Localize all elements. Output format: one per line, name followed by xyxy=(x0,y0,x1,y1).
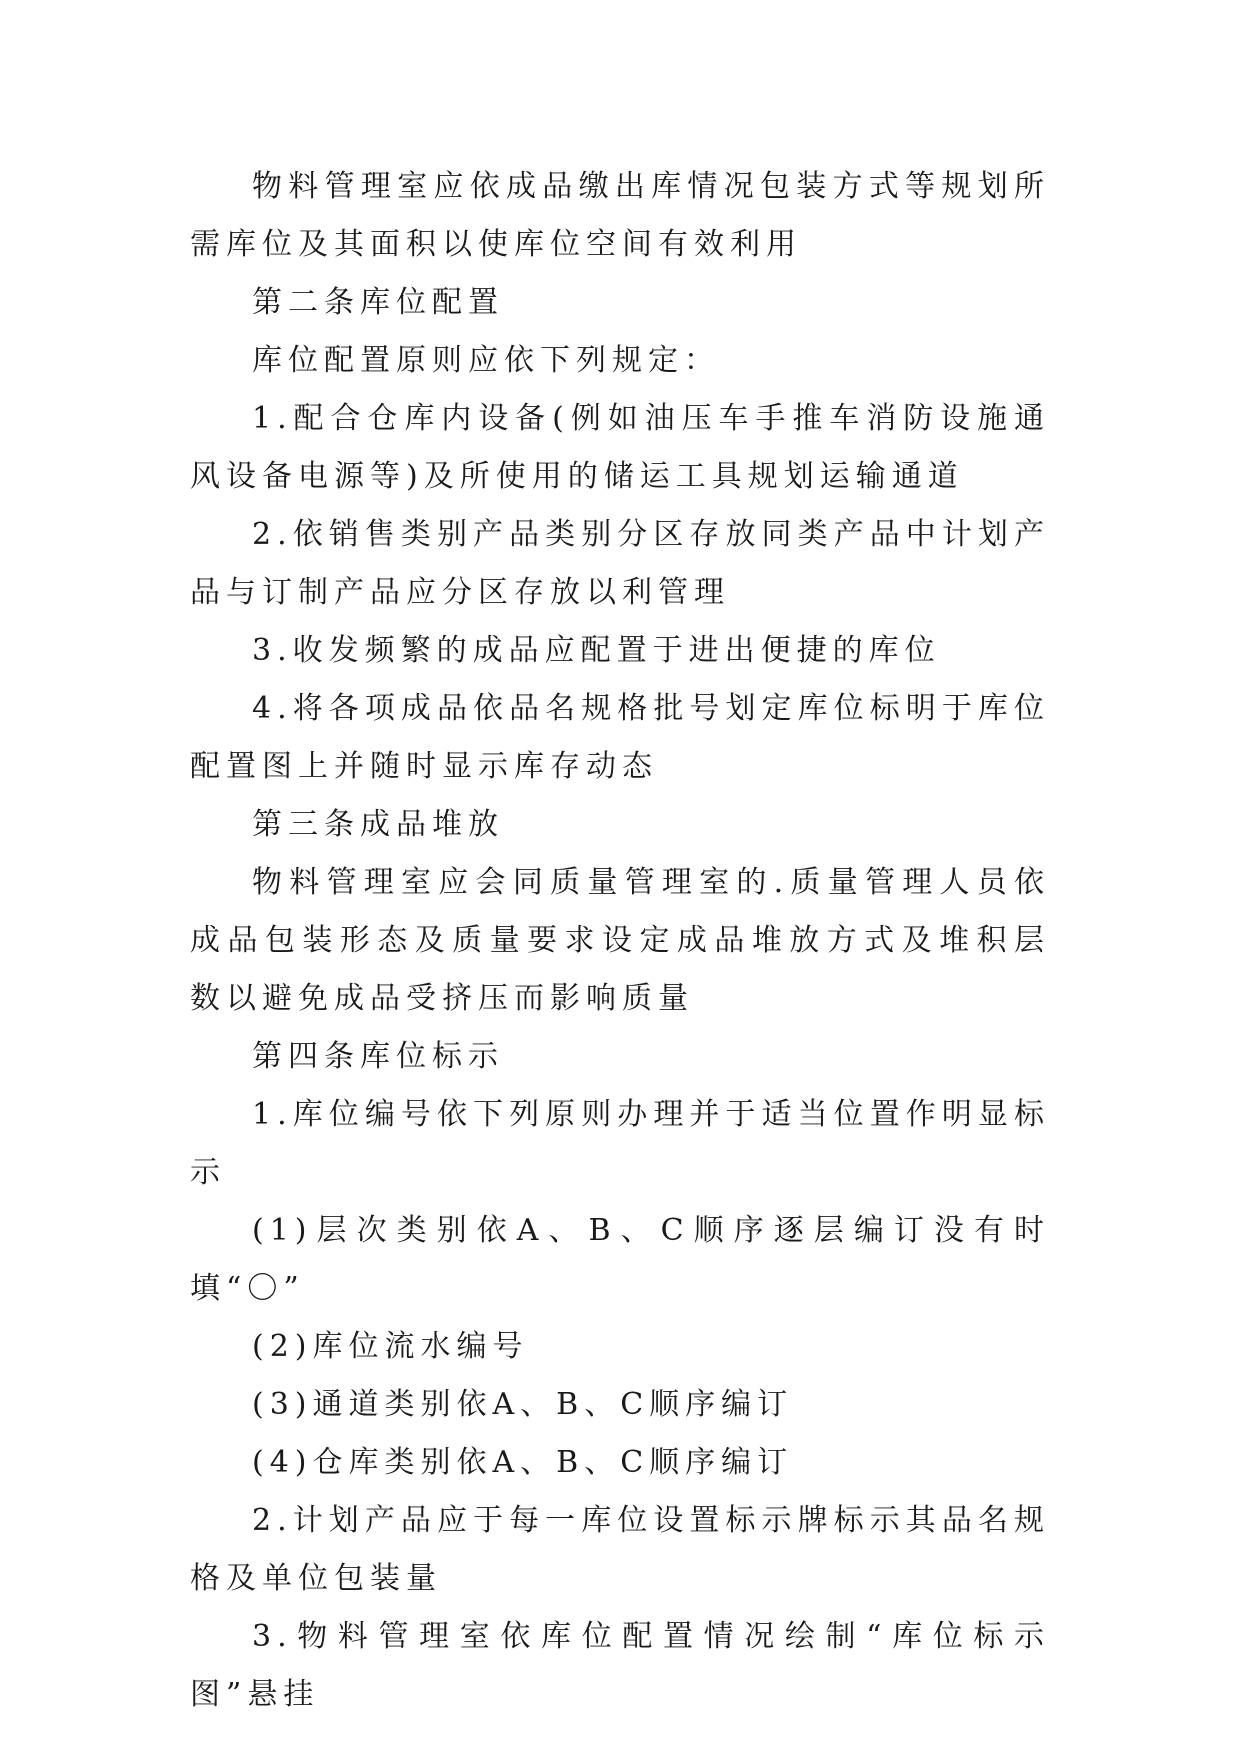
heading-article-3: 第三条成品堆放 xyxy=(252,807,504,842)
sub-item-3: (3)通道类别依A、B、C顺序编订 xyxy=(252,1387,794,1422)
list-item-3: 3.收发频繁的成品应配置于进出便捷的库位 xyxy=(252,633,941,668)
list-item-labeling-1: 1.库位编号依下列原则办理并于适当位置作明显标示 xyxy=(190,1097,1050,1190)
paragraph-allocation-rules: 库位配置原则应依下列规定： xyxy=(252,343,720,378)
document-body xyxy=(190,158,1050,1724)
list-item-1: 1.配合仓库内设备(例如油压车手推车消防设施通风设备电源等)及所使用的储运工具规划运输通道 xyxy=(190,401,1050,494)
sub-item-1: (1)层次类别依A、B、C顺序逐层编订没有时填“〇” xyxy=(190,1213,1050,1306)
list-item-labeling-2: 2.计划产品应于每一库位设置标示牌标示其品名规格及单位包装量 xyxy=(190,1503,1050,1596)
list-item-2: 2.依销售类别产品类别分区存放同类产品中计划产品与订制产品应分区存放以利管理 xyxy=(190,517,1050,610)
list-item-labeling-3: 3.物料管理室依库位配置情况绘制“库位标示图”悬挂 xyxy=(190,1619,1050,1712)
heading-article-4: 第四条库位标示 xyxy=(252,1039,504,1074)
sub-item-2: (2)库位流水编号 xyxy=(252,1329,529,1364)
sub-item-4: (4)仓库类别依A、B、C顺序编订 xyxy=(252,1445,794,1480)
paragraph-stacking: 物料管理室应会同质量管理室的.质量管理人员依成品包装形态及质量要求设定成品堆放方式及堆积层数以避免成品受挤压而影响质量 xyxy=(190,865,1050,1016)
paragraph-intro: 物料管理室应依成品缴出库情况包装方式等规划所需库位及其面积以使库位空间有效利用 xyxy=(190,169,1050,262)
list-item-4: 4.将各项成品依品名规格批号划定库位标明于库位配置图上并随时显示库存动态 xyxy=(190,691,1050,784)
heading-article-2: 第二条库位配置 xyxy=(252,285,504,320)
